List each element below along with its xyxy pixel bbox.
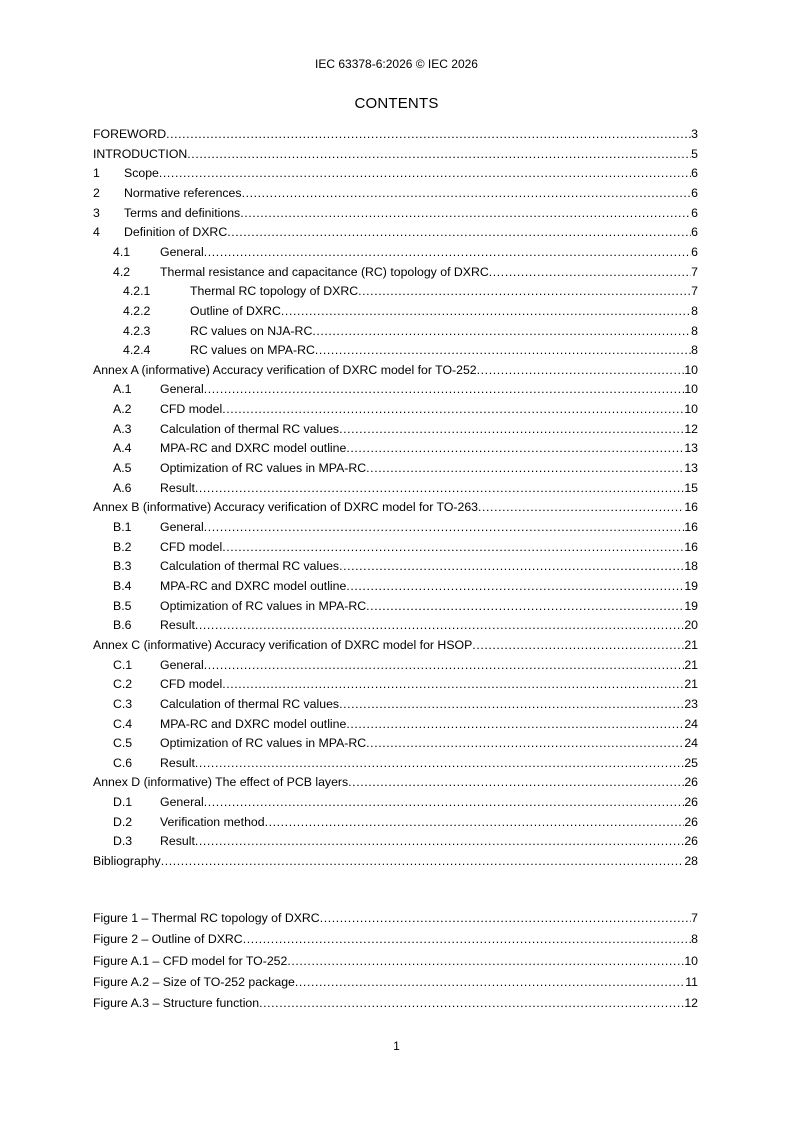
toc-entry-number: C.3 xyxy=(113,696,133,711)
toc-entry[interactable] xyxy=(93,814,698,830)
toc-entry-number: 3 xyxy=(93,205,100,220)
toc-entry-title: FOREWORD xyxy=(93,127,167,141)
page-reference: 15 xyxy=(684,480,698,495)
toc-entry-number: C.6 xyxy=(113,755,133,770)
page-reference: 5 xyxy=(691,146,698,161)
dot-leader xyxy=(204,794,685,810)
page-reference: 26 xyxy=(684,814,698,829)
toc-entry[interactable] xyxy=(93,598,698,614)
toc-entry-title: Optimization of RC values in MPA-RC xyxy=(160,598,367,613)
page-reference: 6 xyxy=(691,166,698,181)
page-reference: 21 xyxy=(684,637,698,652)
dot-leader xyxy=(195,617,684,633)
page-reference: 13 xyxy=(684,441,698,456)
page-reference: 26 xyxy=(684,834,698,849)
dot-leader xyxy=(227,224,691,240)
toc-entry-number: 2 xyxy=(93,185,100,200)
toc-entry-number: 4.2.3 xyxy=(123,323,151,338)
toc-entry[interactable] xyxy=(93,381,698,397)
page-reference: 16 xyxy=(684,539,698,554)
toc-entry-number: B.1 xyxy=(113,520,132,534)
toc-entry-number: D.2 xyxy=(113,814,133,829)
toc-entry-title: RC values on MPA-RC xyxy=(190,343,315,358)
toc-entry-title: Normative references xyxy=(124,185,242,200)
dot-leader xyxy=(240,205,691,221)
dot-leader xyxy=(489,264,691,280)
dot-leader xyxy=(195,480,684,496)
page-reference: 10 xyxy=(684,382,698,397)
page-reference: 16 xyxy=(684,500,698,515)
dot-leader xyxy=(265,814,685,830)
page-reference: 7 xyxy=(691,284,698,299)
toc-entry-number: B.2 xyxy=(113,539,132,554)
toc-entry-title: Annex A (informative) Accuracy verification of DXRC model for TO-252 xyxy=(93,362,477,377)
figure-entry-title: Figure A.2 – Size of TO-252 package xyxy=(93,974,295,989)
page-title: CONTENTS xyxy=(354,95,439,112)
dot-leader xyxy=(478,499,684,515)
dot-leader xyxy=(346,716,684,732)
dot-leader xyxy=(187,146,691,162)
toc-entry-title: Terms and definitions xyxy=(124,205,241,220)
figure-entry[interactable] xyxy=(93,974,698,990)
page-reference: 8 xyxy=(691,932,698,947)
page-reference: 26 xyxy=(684,775,698,790)
page-reference: 21 xyxy=(684,657,698,672)
toc-entry[interactable] xyxy=(93,323,698,339)
page-header: IEC 63378-6:2026 © IEC 2026 xyxy=(315,57,478,71)
toc-entry[interactable] xyxy=(93,539,698,555)
dot-leader xyxy=(295,974,685,990)
toc-entry-title: Thermal RC topology of DXRC xyxy=(190,284,359,299)
page-reference: 18 xyxy=(684,559,698,574)
toc-entry[interactable] xyxy=(93,185,698,201)
dot-leader xyxy=(312,323,691,339)
toc-entry[interactable] xyxy=(93,283,698,299)
dot-leader xyxy=(287,953,684,969)
toc-entry-number: 4.1 xyxy=(113,244,131,259)
toc-entry-number: B.4 xyxy=(113,578,132,593)
toc-entry-number: A.2 xyxy=(113,402,132,417)
toc-entry[interactable] xyxy=(93,205,698,221)
page-reference: 20 xyxy=(684,618,698,633)
page-reference: 6 xyxy=(691,185,698,200)
toc-entry-number: C.5 xyxy=(113,736,133,751)
toc-entry-title: Optimization of RC values in MPA-RC xyxy=(160,736,367,751)
toc-entry[interactable] xyxy=(93,342,698,358)
toc-entry-title: Result xyxy=(160,618,195,633)
toc-entry-title: Definition of DXRC xyxy=(124,225,228,240)
dot-leader xyxy=(281,303,691,319)
toc-entry-number: A.3 xyxy=(113,421,132,436)
toc-entry-title: Result xyxy=(160,834,195,849)
toc-entry[interactable] xyxy=(93,362,698,378)
page-reference: 19 xyxy=(684,578,698,593)
page-reference: 3 xyxy=(691,127,698,141)
toc-entry-title: Annex D (informative) The effect of PCB layers xyxy=(93,775,349,790)
toc-entry-title: INTRODUCTION xyxy=(93,146,188,161)
page-reference: 6 xyxy=(691,225,698,240)
toc-entry[interactable] xyxy=(93,499,698,515)
dot-leader xyxy=(315,342,691,358)
toc-entry[interactable] xyxy=(93,676,698,692)
dot-leader xyxy=(348,774,684,790)
toc-entry-title: Annex C (informative) Accuracy verification of DXRC model for HSOP xyxy=(93,637,473,652)
toc-entry-title: Verification method xyxy=(160,814,265,829)
toc-entry-title: Result xyxy=(160,480,195,495)
toc-entry-number: A.5 xyxy=(113,461,132,476)
toc-entry-number: 4 xyxy=(93,225,100,240)
toc-entry-number: B.5 xyxy=(113,598,132,613)
dot-leader xyxy=(339,421,684,437)
toc-entry-title: Result xyxy=(160,755,195,770)
dot-leader xyxy=(339,558,684,574)
toc-entry[interactable] xyxy=(93,519,698,535)
dot-leader xyxy=(222,539,684,555)
page-reference: 13 xyxy=(684,461,698,476)
dot-leader xyxy=(339,696,684,712)
page-reference: 7 xyxy=(691,911,698,925)
toc-entry[interactable] xyxy=(93,558,698,574)
toc-entry-number: D.3 xyxy=(113,834,133,849)
toc-entry-title: General xyxy=(160,520,204,534)
toc-entry-title: Bibliography xyxy=(93,854,161,869)
page-reference: 19 xyxy=(684,598,698,613)
toc-entry-title: Calculation of thermal RC values xyxy=(160,696,340,711)
toc-entry-title: General xyxy=(160,382,204,397)
toc-entry-title: General xyxy=(160,795,204,810)
toc-entry[interactable] xyxy=(93,755,698,771)
toc-entry-number: A.6 xyxy=(113,480,132,495)
dot-leader xyxy=(159,165,691,181)
page-reference: 6 xyxy=(691,244,698,259)
figure-entry[interactable] xyxy=(93,995,698,1011)
page-reference: 10 xyxy=(684,362,698,377)
toc-entry-number: D.1 xyxy=(113,795,133,810)
page-reference: 8 xyxy=(691,343,698,358)
figure-entry[interactable] xyxy=(93,953,698,969)
toc-entry-title: General xyxy=(160,657,204,672)
dot-leader xyxy=(346,578,684,594)
dot-leader xyxy=(161,853,685,869)
toc-entry-number: C.2 xyxy=(113,677,133,692)
toc-entry-number: 4.2.4 xyxy=(123,343,151,358)
toc-entry[interactable] xyxy=(93,440,698,456)
figure-entry[interactable] xyxy=(93,931,698,947)
dot-leader xyxy=(259,995,684,1011)
page-reference: 28 xyxy=(684,854,698,869)
toc-entry-title: Calculation of thermal RC values xyxy=(160,559,340,574)
page-reference: 11 xyxy=(685,974,698,989)
toc-entry[interactable] xyxy=(93,165,698,181)
toc-entry[interactable] xyxy=(93,735,698,751)
dot-leader xyxy=(477,362,685,378)
toc-entry[interactable] xyxy=(93,303,698,319)
dot-leader xyxy=(358,283,691,299)
dot-leader xyxy=(366,460,684,476)
page-reference: 8 xyxy=(691,303,698,318)
toc-entry[interactable] xyxy=(93,480,698,496)
toc-entry-title: CFD model xyxy=(160,402,223,417)
toc-entry-title: CFD model xyxy=(160,539,223,554)
toc-entry[interactable] xyxy=(93,244,698,260)
toc-entry[interactable] xyxy=(93,224,698,240)
toc-entry-title: Calculation of thermal RC values xyxy=(160,421,340,436)
page-reference: 24 xyxy=(684,736,698,751)
page-reference: 23 xyxy=(684,696,698,711)
toc-entry-title: General xyxy=(160,244,204,259)
page-reference: 16 xyxy=(684,520,698,534)
dot-leader xyxy=(472,637,684,653)
figure-entry[interactable] xyxy=(93,910,698,926)
toc-entry[interactable] xyxy=(93,401,698,417)
toc-entry-number: 1 xyxy=(93,166,100,181)
page-number: 1 xyxy=(393,1039,400,1053)
toc-entry-number: 4.2.2 xyxy=(123,303,151,318)
toc-entry-title: RC values on NJA-RC xyxy=(190,323,313,338)
toc-entry[interactable] xyxy=(93,264,698,280)
toc-entry[interactable] xyxy=(93,146,698,162)
toc-entry-number: C.4 xyxy=(113,716,133,731)
toc-entry-title: Annex B (informative) Accuracy verification of DXRC model for TO-263 xyxy=(93,500,478,515)
dot-leader xyxy=(195,755,684,771)
figure-entry-title: Figure 1 – Thermal RC topology of DXRC xyxy=(93,911,320,925)
figure-entry-title: Figure 2 – Outline of DXRC xyxy=(93,932,243,947)
dot-leader xyxy=(204,381,685,397)
page-reference: 12 xyxy=(684,996,698,1010)
page-reference: 24 xyxy=(684,716,698,731)
dot-leader xyxy=(366,598,684,614)
figure-entry-title: Figure A.1 – CFD model for TO-252 xyxy=(93,953,288,968)
toc-entry[interactable] xyxy=(93,617,698,633)
page-reference: 12 xyxy=(684,421,698,436)
toc-entry[interactable] xyxy=(93,657,698,673)
toc-entry-number: A.1 xyxy=(113,382,132,397)
toc-entry[interactable] xyxy=(93,774,698,790)
toc-entry-title: CFD model xyxy=(160,677,223,692)
figure-entry-title: Figure A.3 – Structure function xyxy=(93,996,260,1010)
page-reference: 21 xyxy=(684,677,698,692)
toc-entry-number: B.3 xyxy=(113,559,132,574)
page-reference: 7 xyxy=(691,264,698,279)
toc-entry[interactable] xyxy=(93,794,698,810)
dot-leader xyxy=(195,833,684,849)
page-reference: 26 xyxy=(684,795,698,810)
toc-entry-number: B.6 xyxy=(113,618,132,633)
toc-entry-title: Optimization of RC values in MPA-RC xyxy=(160,461,367,476)
toc-entry-number: C.1 xyxy=(113,657,133,672)
dot-leader xyxy=(204,657,685,673)
dot-leader xyxy=(242,185,692,201)
toc-entry[interactable] xyxy=(93,696,698,712)
toc-entry[interactable] xyxy=(93,637,698,653)
page-reference: 8 xyxy=(691,323,698,338)
dot-leader xyxy=(204,244,691,260)
toc-entry-title: Thermal resistance and capacitance (RC) topology of DXRC xyxy=(160,264,489,279)
toc-entry-title: MPA-RC and DXRC model outline xyxy=(160,441,347,456)
toc-entry[interactable] xyxy=(93,126,698,142)
page-reference: 25 xyxy=(684,755,698,770)
toc-entry-number: 4.2 xyxy=(113,264,131,279)
toc-entry[interactable] xyxy=(93,833,698,849)
page-reference: 10 xyxy=(684,402,698,417)
page-reference: 10 xyxy=(684,953,698,968)
dot-leader xyxy=(320,910,691,926)
toc-entry[interactable] xyxy=(93,578,698,594)
toc-entry-title: Outline of DXRC xyxy=(190,303,281,318)
dot-leader xyxy=(346,440,684,456)
toc-entry-title: MPA-RC and DXRC model outline xyxy=(160,578,347,593)
page-reference: 6 xyxy=(691,205,698,220)
dot-leader xyxy=(222,676,684,692)
dot-leader xyxy=(366,735,684,751)
toc-entry[interactable] xyxy=(93,460,698,476)
dot-leader xyxy=(204,519,685,535)
toc-entry-number: A.4 xyxy=(113,441,132,456)
dot-leader xyxy=(243,931,691,947)
toc-entry-number: 4.2.1 xyxy=(123,284,151,299)
toc-entry[interactable] xyxy=(93,853,698,869)
toc-entry-title: Scope xyxy=(124,166,159,181)
toc-entry[interactable] xyxy=(93,421,698,437)
toc-entry[interactable] xyxy=(93,716,698,732)
dot-leader xyxy=(166,126,691,142)
toc-entry-title: MPA-RC and DXRC model outline xyxy=(160,716,347,731)
dot-leader xyxy=(222,401,684,417)
